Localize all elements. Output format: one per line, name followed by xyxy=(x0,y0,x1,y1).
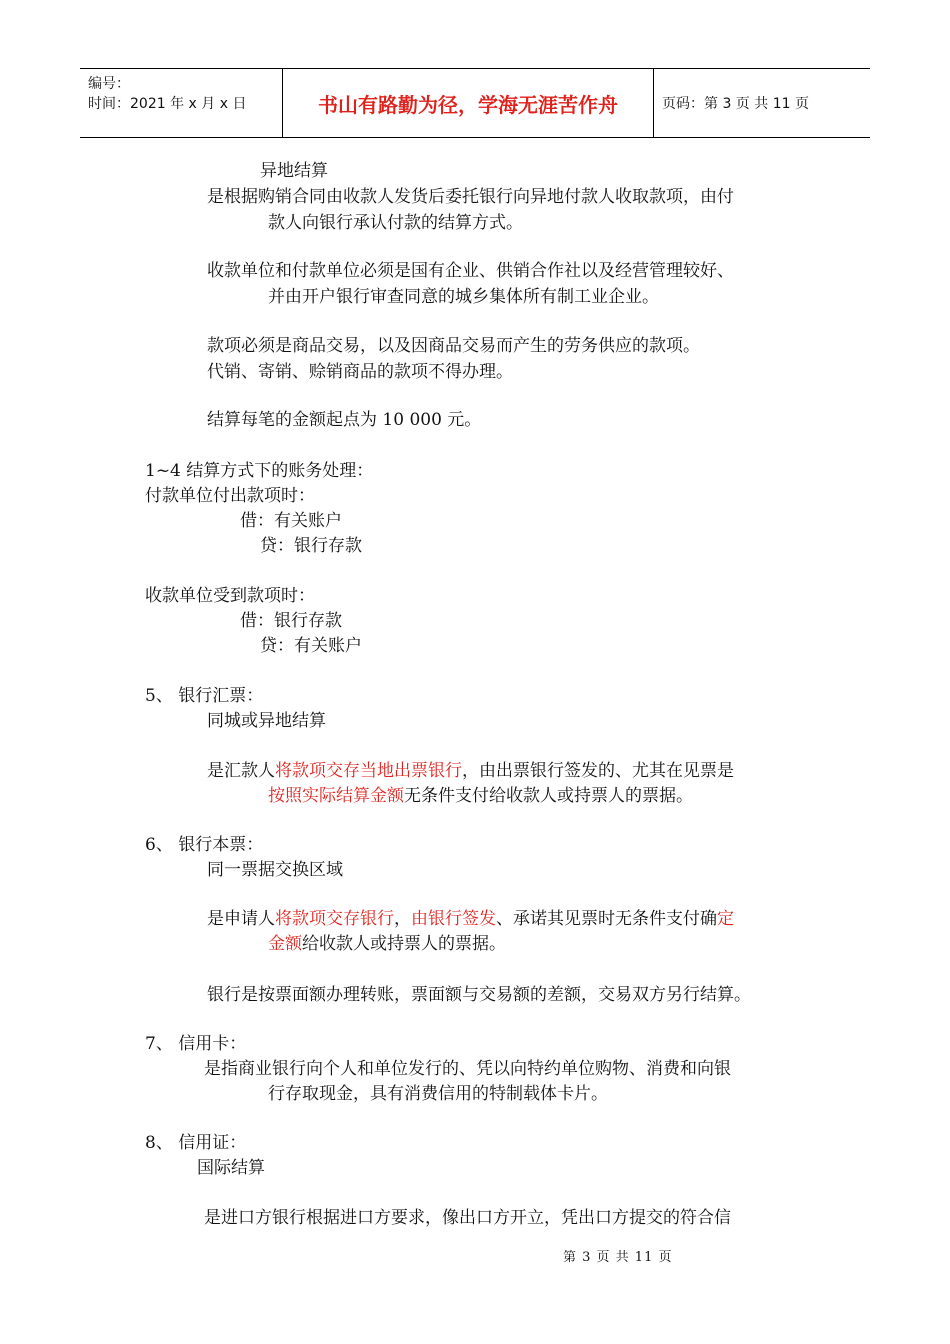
paragraph-line xyxy=(207,906,734,932)
section-scope: 同城或异地结算 xyxy=(207,711,326,731)
header-page-info: 页码：第 3 页 共 11 页 xyxy=(662,96,809,112)
paragraph-line: 代销、寄销、赊销商品的款项不得办理。 xyxy=(207,362,513,382)
paragraph-line: 银行是按票面额办理转账，票面额与交易额的差额，交易双方另行结算。 xyxy=(207,985,751,1005)
text-run: 是申请人 xyxy=(207,909,275,929)
highlight-text: 按照实际结算金额 xyxy=(268,786,404,806)
payer-title: 付款单位付出款项时： xyxy=(145,486,315,506)
journal-credit: 贷：银行存款 xyxy=(260,536,362,556)
text-run: 给收款人或持票人的票据。 xyxy=(302,934,506,954)
journal-debit: 借：银行存款 xyxy=(240,611,342,631)
doc-number-label: 编号： xyxy=(88,76,130,92)
journal-credit: 贷：有关账户 xyxy=(260,636,362,656)
highlight-text: 将款项交存当地出票银行 xyxy=(275,761,462,781)
paragraph-line: 是进口方银行根据进口方要求，像出口方开立，凭出口方提交的符合信 xyxy=(204,1208,731,1228)
paragraph-line: 收款单位和付款单位必须是国有企业、供销合作社以及经营管理较好、 xyxy=(207,261,734,281)
highlight-text: 由银行签发 xyxy=(411,909,496,929)
header-table xyxy=(80,68,870,138)
section-scope: 国际结算 xyxy=(197,1158,265,1178)
paragraph-line: 是根据购销合同由收款人发货后委托银行向异地付款人收取款项，由付 xyxy=(207,187,734,207)
text-run: 、承诺其见票时无条件支付确 xyxy=(496,909,717,929)
paragraph-line: 行存取现金，具有消费信用的特制载体卡片。 xyxy=(268,1084,608,1104)
paragraph-line xyxy=(268,783,693,809)
text-run: ，由出票银行签发的、尤其在见票是 xyxy=(462,761,734,781)
doc-time-label: 时间：2021 年 x 月 x 日 xyxy=(88,96,247,112)
section-title-accounting: 1~4 结算方式下的账务处理： xyxy=(145,461,374,481)
text-run: 无条件支付给收款人或持票人的票据。 xyxy=(404,786,693,806)
section-title-5: 5、 银行汇票： xyxy=(145,686,264,706)
highlight-text: 金额 xyxy=(268,934,302,954)
section-title-8: 8、 信用证： xyxy=(145,1133,247,1153)
section-title-6: 6、 银行本票： xyxy=(145,835,264,855)
section-scope: 同一票据交换区域 xyxy=(207,860,343,880)
paragraph-line: 是指商业银行向个人和单位发行的、凭以向特约单位购物、消费和向银 xyxy=(204,1059,731,1079)
paragraph-line xyxy=(268,931,506,957)
highlight-text: 定 xyxy=(717,909,734,929)
highlight-text: 将款项交存银行 xyxy=(275,909,394,929)
header-meta-cell xyxy=(80,69,283,137)
paragraph-line: 结算每笔的金额起点为 10 000 元。 xyxy=(207,410,482,430)
header-motto: 书山有路勤为径，学海无涯苦作舟 xyxy=(283,69,654,137)
paragraph-line: 款项必须是商品交易，以及因商品交易而产生的劳务供应的款项。 xyxy=(207,336,700,356)
text-run: 是汇款人 xyxy=(207,761,275,781)
section-title-7: 7、 信用卡： xyxy=(145,1034,247,1054)
paragraph-line: 并由开户银行审查同意的城乡集体所有制工业企业。 xyxy=(268,287,659,307)
text-run: ， xyxy=(394,909,411,929)
paragraph-line: 款人向银行承认付款的结算方式。 xyxy=(268,213,523,233)
payee-title: 收款单位受到款项时： xyxy=(145,586,315,606)
section-title-remote: 异地结算 xyxy=(260,161,328,181)
paragraph-line xyxy=(207,758,734,784)
journal-debit: 借：有关账户 xyxy=(240,511,342,531)
page-footer: 第 3 页 共 11 页 xyxy=(563,1250,673,1265)
